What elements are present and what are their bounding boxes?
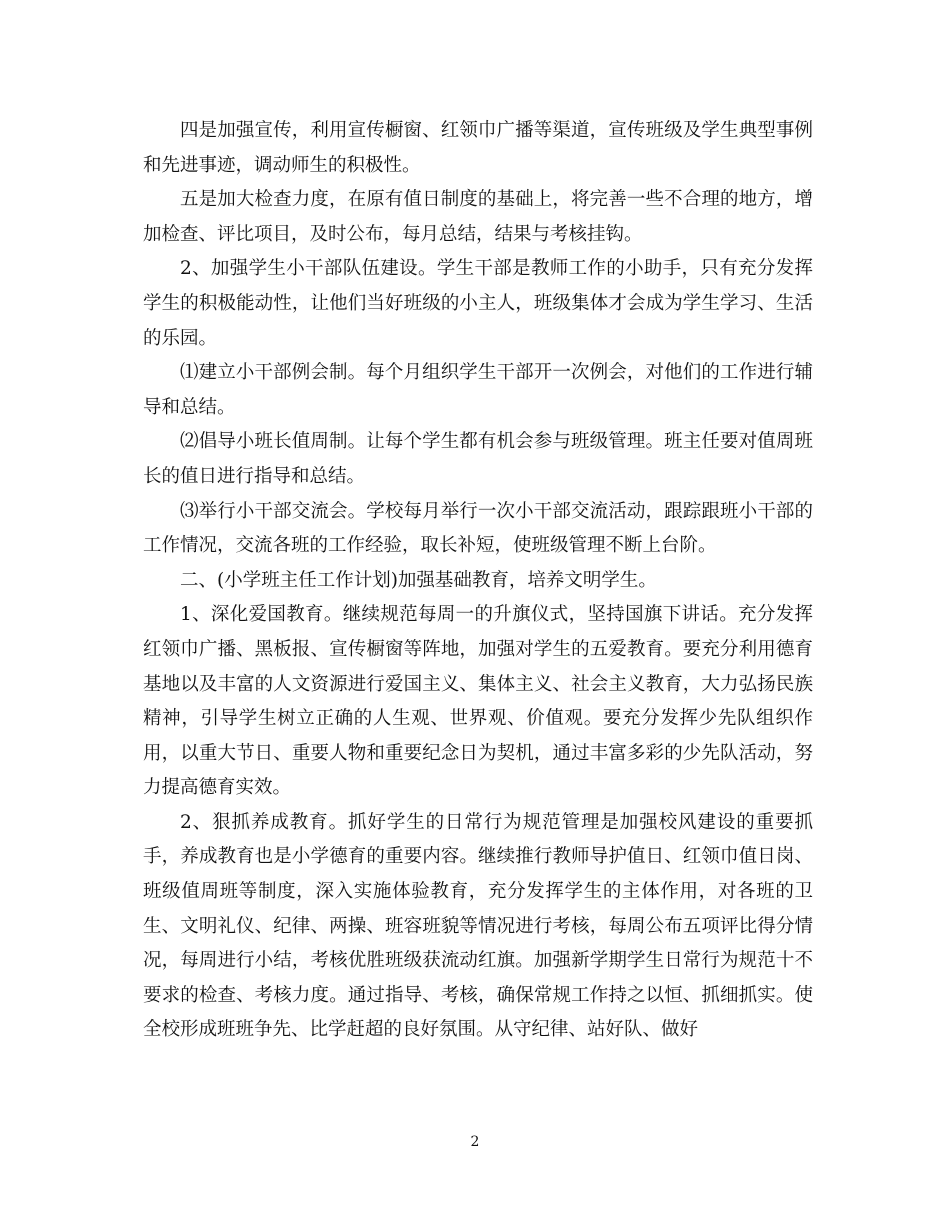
paragraph-student-cadres: 2、加强学生小干部队伍建设。学生干部是教师工作的小助手，只有充分发挥学生的积极能动性，让他们当好班级的小主人，班级集体才会成为学生学习、生活的乐园。	[143, 258, 813, 349]
paragraph-habit-education: 2、狠抓养成教育。抓好学生的日常行为规范管理是加强校风建设的重要抓手，养成教育也是小学德育的重要内容。继续推行教师导护值日、红领巾值日岗、班级值周班等制度，深入实施体验教育，充分发挥学生的主体作用，对各班的卫生、文明礼仪、纪律、两操、班容班貌等情况进行考核，每周公布五项评比得分情况，每周进行小结，考核优胜班级获流动红旗。加强新学期学生日常行为规范十不要求的检查、考核力度。通过指导、考核，确保常规工作持之以恒、抓细抓实。使全校形成班班争先、比学赶超的良好氛围。从守纪律、站好队、做好	[143, 811, 813, 1041]
paragraph-patriotic-education: 1、深化爱国教育。继续规范每周一的升旗仪式，坚持国旗下讲话。充分发挥红领巾广播、黑板报、宣传橱窗等阵地，加强对学生的五爱教育。要充分利用德育基地以及丰富的人文资源进行爱国主义、集体主义、社会主义教育，大力弘扬民族精神，引导学生树立正确的人生观、世界观、价值观。要充分发挥少先队组织作用，以重大节日、重要人物和重要纪念日为契机，通过丰富多彩的少先队活动，努力提高德育实效。	[143, 604, 813, 799]
paragraph-cadre-meeting: ⑴建立小干部例会制。每个月组织学生干部开一次例会，对他们的工作进行辅导和总结。	[143, 362, 813, 418]
paragraph-weekly-monitor: ⑵倡导小班长值周制。让每个学生都有机会参与班级管理。班主任要对值周班长的值日进行指导和总结。	[143, 431, 813, 487]
page-number: 2	[470, 1134, 480, 1150]
section-heading-basic-education: 二、(小学班主任工作计划)加强基础教育，培养文明学生。	[180, 569, 657, 591]
paragraph-inspection: 五是加大检查力度，在原有值日制度的基础上，将完善一些不合理的地方，增加检查、评比项目，及时公布，每月总结，结果与考核挂钩。	[143, 189, 813, 245]
paragraph-publicity: 四是加强宣传，利用宣传橱窗、红领巾广播等渠道，宣传班级及学生典型事例和先进事迹，调动师生的积极性。	[143, 120, 813, 176]
document-body	[143, 114, 813, 1048]
paragraph-cadre-exchange: ⑶举行小干部交流会。学校每月举行一次小干部交流活动，跟踪跟班小干部的工作情况，交流各班的工作经验，取长补短，使班级管理不断上台阶。	[143, 500, 813, 557]
